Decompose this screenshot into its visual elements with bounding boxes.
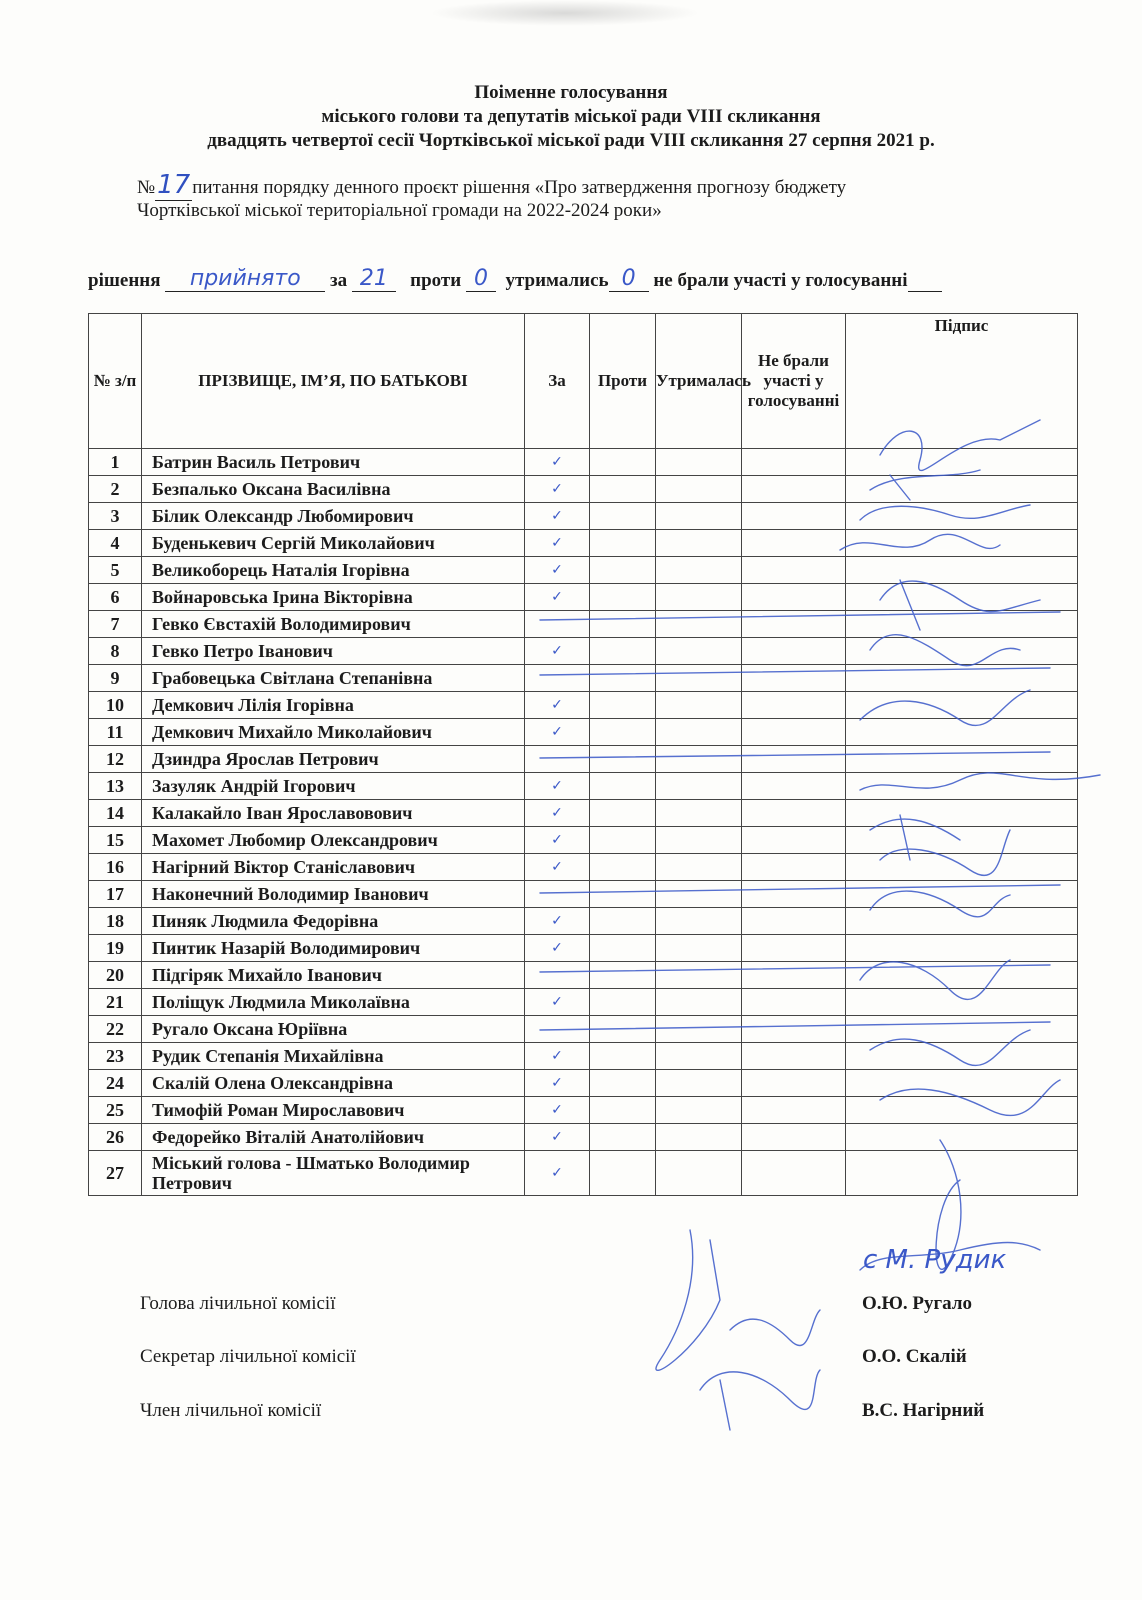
vote-for-mark: ✓ bbox=[525, 1151, 590, 1196]
vote-for-mark: ✓ bbox=[525, 773, 590, 800]
vote-against-cell bbox=[590, 1016, 656, 1043]
table-row bbox=[89, 692, 1078, 719]
vote-against-cell bbox=[590, 773, 656, 800]
signature-cell bbox=[846, 989, 1078, 1016]
signature-cell bbox=[846, 665, 1078, 692]
no-vote-value bbox=[908, 291, 942, 292]
signature-cell bbox=[846, 611, 1078, 638]
signature-cell bbox=[846, 1070, 1078, 1097]
vote-for-mark bbox=[525, 665, 590, 692]
footer-signature bbox=[700, 1370, 820, 1430]
vote-for-mark: ✓ bbox=[525, 719, 590, 746]
vote-novote-cell bbox=[742, 881, 846, 908]
table-row bbox=[89, 1043, 1078, 1070]
row-number: 19 bbox=[89, 935, 142, 962]
vote-against-cell bbox=[590, 1151, 656, 1196]
vote-against-cell bbox=[590, 908, 656, 935]
vote-against-cell bbox=[590, 827, 656, 854]
vote-abstain-cell bbox=[656, 665, 742, 692]
vote-against-cell bbox=[590, 1124, 656, 1151]
vote-for-mark: ✓ bbox=[525, 584, 590, 611]
question-number: 17 bbox=[157, 170, 191, 200]
row-number: 21 bbox=[89, 989, 142, 1016]
vote-against-cell bbox=[590, 800, 656, 827]
signature-cell bbox=[846, 1043, 1078, 1070]
member-name: Нагірний Віктор Станіславович bbox=[142, 854, 525, 881]
table-row bbox=[89, 1070, 1078, 1097]
session-line: двадцять четвертої сесії Чортківської міської ради VIII скликання 27 серпня 2021 р. bbox=[207, 130, 935, 151]
vote-against-cell bbox=[590, 854, 656, 881]
question-text-line2: Чортківської міської територіальної громади на 2022-2024 роки» bbox=[137, 200, 662, 221]
row-number: 27 bbox=[89, 1151, 142, 1196]
row-number: 15 bbox=[89, 827, 142, 854]
footer-signature bbox=[860, 1243, 1040, 1271]
vote-novote-cell bbox=[742, 1124, 846, 1151]
vote-against-cell bbox=[590, 530, 656, 557]
vote-novote-cell bbox=[742, 1070, 846, 1097]
vote-for-mark: ✓ bbox=[525, 530, 590, 557]
vote-abstain-cell bbox=[656, 557, 742, 584]
table-row bbox=[89, 1016, 1078, 1043]
signature-cell bbox=[846, 1097, 1078, 1124]
table-row bbox=[89, 638, 1078, 665]
row-number: 26 bbox=[89, 1124, 142, 1151]
col-for-header: За bbox=[525, 314, 590, 449]
vote-for-mark: ✓ bbox=[525, 989, 590, 1016]
vote-against-cell bbox=[590, 719, 656, 746]
vote-abstain-cell bbox=[656, 962, 742, 989]
member-name: Безпалько Оксана Василівна bbox=[142, 476, 525, 503]
signature-cell bbox=[846, 719, 1078, 746]
signature-cell bbox=[846, 1016, 1078, 1043]
vote-novote-cell bbox=[742, 1097, 846, 1124]
member-name: Рудик Степанія Михайлівна bbox=[142, 1043, 525, 1070]
table-row bbox=[89, 989, 1078, 1016]
table-row bbox=[89, 665, 1078, 692]
member-name: Ругало Оксана Юріївна bbox=[142, 1016, 525, 1043]
row-number: 20 bbox=[89, 962, 142, 989]
member-name: Білик Олександр Любомирович bbox=[142, 503, 525, 530]
vote-for-mark: ✓ bbox=[525, 827, 590, 854]
member-name: Дзиндра Ярослав Петрович bbox=[142, 746, 525, 773]
row-number: 1 bbox=[89, 449, 142, 476]
vote-for-mark bbox=[525, 881, 590, 908]
col-abstain-header: Утрималась bbox=[656, 314, 742, 449]
table-row bbox=[89, 800, 1078, 827]
vote-abstain-cell bbox=[656, 719, 742, 746]
row-number: 17 bbox=[89, 881, 142, 908]
vote-novote-cell bbox=[742, 773, 846, 800]
vote-novote-cell bbox=[742, 503, 846, 530]
document-title: Поіменне голосування bbox=[474, 82, 668, 103]
signature-cell bbox=[846, 530, 1078, 557]
vote-for-mark: ✓ bbox=[525, 692, 590, 719]
vote-against-cell bbox=[590, 638, 656, 665]
vote-abstain-cell bbox=[656, 773, 742, 800]
table-row bbox=[89, 854, 1078, 881]
table-row bbox=[89, 611, 1078, 638]
signature-cell bbox=[846, 935, 1078, 962]
row-number: 14 bbox=[89, 800, 142, 827]
row-number: 2 bbox=[89, 476, 142, 503]
table-row bbox=[89, 935, 1078, 962]
signature-cell bbox=[846, 773, 1078, 800]
col-novote-header: Не брали участі у голосуванні bbox=[742, 314, 846, 449]
vote-for-mark: ✓ bbox=[525, 1043, 590, 1070]
vote-result bbox=[88, 266, 942, 292]
table-row bbox=[89, 962, 1078, 989]
member-name: Демкович Михайло Миколайович bbox=[142, 719, 525, 746]
vote-novote-cell bbox=[742, 449, 846, 476]
against-value: 0 bbox=[466, 266, 496, 292]
vote-against-cell bbox=[590, 692, 656, 719]
vote-for-mark: ✓ bbox=[525, 638, 590, 665]
vote-novote-cell bbox=[742, 719, 846, 746]
decision-value: прийнято bbox=[165, 266, 325, 292]
col-name-header: ПРІЗВИЩЕ, ІМ’Я, ПО БАТЬКОВІ bbox=[142, 314, 525, 449]
table-row bbox=[89, 881, 1078, 908]
vote-for-mark: ✓ bbox=[525, 854, 590, 881]
vote-abstain-cell bbox=[656, 692, 742, 719]
vote-against-cell bbox=[590, 962, 656, 989]
vote-for-mark bbox=[525, 611, 590, 638]
row-number: 6 bbox=[89, 584, 142, 611]
chair-label: Голова лічильної комісії bbox=[140, 1293, 336, 1314]
signature-cell bbox=[846, 584, 1078, 611]
vote-novote-cell bbox=[742, 692, 846, 719]
signature-cell bbox=[846, 503, 1078, 530]
member-name: В.С. Нагірний bbox=[862, 1400, 985, 1421]
table-row bbox=[89, 773, 1078, 800]
member-label: Член лічильної комісії bbox=[140, 1400, 322, 1421]
vote-abstain-cell bbox=[656, 611, 742, 638]
vote-novote-cell bbox=[742, 1043, 846, 1070]
vote-novote-cell bbox=[742, 584, 846, 611]
vote-abstain-cell bbox=[656, 1097, 742, 1124]
row-number: 11 bbox=[89, 719, 142, 746]
vote-for-mark: ✓ bbox=[525, 1097, 590, 1124]
vote-novote-cell bbox=[742, 665, 846, 692]
table-row bbox=[89, 1097, 1078, 1124]
vote-for-mark: ✓ bbox=[525, 935, 590, 962]
table-row bbox=[89, 476, 1078, 503]
vote-novote-cell bbox=[742, 1151, 846, 1196]
member-name: Демкович Лілія Ігорівна bbox=[142, 692, 525, 719]
vote-abstain-cell bbox=[656, 1124, 742, 1151]
vote-abstain-cell bbox=[656, 584, 742, 611]
signature-cell bbox=[846, 908, 1078, 935]
member-name: Зазуляк Андрій Ігорович bbox=[142, 773, 525, 800]
vote-novote-cell bbox=[742, 476, 846, 503]
signature-cell bbox=[846, 638, 1078, 665]
for-value: 21 bbox=[352, 266, 396, 292]
table-row bbox=[89, 503, 1078, 530]
col-against-header: Проти bbox=[590, 314, 656, 449]
member-name: Гевко Євстахій Володимирович bbox=[142, 611, 525, 638]
row-number: 24 bbox=[89, 1070, 142, 1097]
footer-signature bbox=[656, 1230, 720, 1370]
secretary-label: Секретар лічильної комісії bbox=[140, 1346, 356, 1367]
vote-abstain-cell bbox=[656, 530, 742, 557]
signature-cell bbox=[846, 854, 1078, 881]
table-row bbox=[89, 746, 1078, 773]
member-name: Гевко Петро Іванович bbox=[142, 638, 525, 665]
vote-novote-cell bbox=[742, 908, 846, 935]
member-name: Батрин Василь Петрович bbox=[142, 449, 525, 476]
table-row bbox=[89, 584, 1078, 611]
vote-abstain-cell bbox=[656, 746, 742, 773]
row-number: 10 bbox=[89, 692, 142, 719]
table-row bbox=[89, 827, 1078, 854]
table-row bbox=[89, 449, 1078, 476]
signature-cell bbox=[846, 827, 1078, 854]
col-signature-header: Підпис bbox=[846, 314, 1078, 449]
vote-against-cell bbox=[590, 746, 656, 773]
vote-against-cell bbox=[590, 611, 656, 638]
member-name: Грабовецька Світлана Степанівна bbox=[142, 665, 525, 692]
for-label: за bbox=[330, 270, 348, 291]
vote-novote-cell bbox=[742, 800, 846, 827]
vote-novote-cell bbox=[742, 530, 846, 557]
vote-against-cell bbox=[590, 584, 656, 611]
table-row bbox=[89, 1124, 1078, 1151]
table-row bbox=[89, 1151, 1078, 1196]
signature-cell bbox=[846, 800, 1078, 827]
vote-for-mark: ✓ bbox=[525, 476, 590, 503]
vote-novote-cell bbox=[742, 962, 846, 989]
signature-cell bbox=[846, 746, 1078, 773]
member-name: Поліщук Людмила Миколаївна bbox=[142, 989, 525, 1016]
member-name: Скалій Олена Олександрівна bbox=[142, 1070, 525, 1097]
vote-abstain-cell bbox=[656, 827, 742, 854]
vote-abstain-cell bbox=[656, 908, 742, 935]
vote-abstain-cell bbox=[656, 1151, 742, 1196]
vote-abstain-cell bbox=[656, 854, 742, 881]
decision-label: рішення bbox=[88, 270, 161, 291]
vote-against-cell bbox=[590, 989, 656, 1016]
vote-table bbox=[88, 313, 1078, 1196]
vote-against-cell bbox=[590, 1097, 656, 1124]
vote-for-mark: ✓ bbox=[525, 800, 590, 827]
table-row bbox=[89, 908, 1078, 935]
vote-for-mark: ✓ bbox=[525, 1124, 590, 1151]
vote-for-mark bbox=[525, 1016, 590, 1043]
vote-novote-cell bbox=[742, 989, 846, 1016]
vote-novote-cell bbox=[742, 611, 846, 638]
vote-abstain-cell bbox=[656, 1070, 742, 1097]
signature-cell bbox=[846, 692, 1078, 719]
footer-signature bbox=[730, 1310, 820, 1346]
member-name: Підгіряк Михайло Іванович bbox=[142, 962, 525, 989]
member-name: Наконечний Володимир Іванович bbox=[142, 881, 525, 908]
signature-cell bbox=[846, 881, 1078, 908]
vote-for-mark: ✓ bbox=[525, 908, 590, 935]
no-vote-label: не брали участі у голосуванні bbox=[653, 270, 908, 291]
member-name: Міський голова - Шматько Володимир Петрович bbox=[142, 1151, 525, 1196]
vote-novote-cell bbox=[742, 557, 846, 584]
agenda-question bbox=[137, 170, 1062, 200]
question-text-line1: питання порядку денного проєкт рішення «Про затвердження прогнозу бюджету bbox=[192, 177, 847, 198]
chair-name: О.Ю. Ругало bbox=[862, 1293, 972, 1314]
vote-novote-cell bbox=[742, 1016, 846, 1043]
handwritten-note: с М. Рудик bbox=[863, 1245, 1007, 1275]
signature-cell bbox=[846, 449, 1078, 476]
vote-against-cell bbox=[590, 1070, 656, 1097]
vote-against-cell bbox=[590, 476, 656, 503]
vote-abstain-cell bbox=[656, 1043, 742, 1070]
member-name: Буденькевич Сергій Миколайович bbox=[142, 530, 525, 557]
vote-for-mark: ✓ bbox=[525, 1070, 590, 1097]
row-number: 16 bbox=[89, 854, 142, 881]
secretary-name: О.О. Скалій bbox=[862, 1346, 967, 1367]
vote-abstain-cell bbox=[656, 638, 742, 665]
vote-for-mark: ✓ bbox=[525, 557, 590, 584]
row-number: 5 bbox=[89, 557, 142, 584]
vote-abstain-cell bbox=[656, 503, 742, 530]
vote-novote-cell bbox=[742, 746, 846, 773]
member-name: Махомет Любомир Олександрович bbox=[142, 827, 525, 854]
member-name: Калакайло Іван Ярославовович bbox=[142, 800, 525, 827]
vote-novote-cell bbox=[742, 638, 846, 665]
member-name: Федорейко Віталій Анатолійович bbox=[142, 1124, 525, 1151]
row-number: 18 bbox=[89, 908, 142, 935]
signature-cell bbox=[846, 557, 1078, 584]
table-row bbox=[89, 530, 1078, 557]
vote-for-mark bbox=[525, 962, 590, 989]
row-number: 3 bbox=[89, 503, 142, 530]
member-name: Великоборець Наталія Ігорівна bbox=[142, 557, 525, 584]
row-number: 7 bbox=[89, 611, 142, 638]
signature-cell bbox=[846, 962, 1078, 989]
vote-for-mark: ✓ bbox=[525, 449, 590, 476]
table-header-row bbox=[89, 314, 1078, 449]
vote-abstain-cell bbox=[656, 476, 742, 503]
row-number: 23 bbox=[89, 1043, 142, 1070]
vote-for-mark bbox=[525, 746, 590, 773]
vote-novote-cell bbox=[742, 827, 846, 854]
member-name: Пинтик Назарій Володимирович bbox=[142, 935, 525, 962]
vote-abstain-cell bbox=[656, 989, 742, 1016]
abstain-value: 0 bbox=[609, 266, 649, 292]
question-prefix: № bbox=[137, 177, 156, 198]
document-subtitle: міського голови та депутатів міської ради VIII скликання bbox=[321, 106, 821, 127]
vote-abstain-cell bbox=[656, 881, 742, 908]
vote-for-mark: ✓ bbox=[525, 503, 590, 530]
member-name: Пиняк Людмила Федорівна bbox=[142, 908, 525, 935]
vote-against-cell bbox=[590, 665, 656, 692]
vote-against-cell bbox=[590, 449, 656, 476]
table-row bbox=[89, 557, 1078, 584]
abstain-label: утримались bbox=[505, 270, 609, 291]
col-number-header: № з/п bbox=[89, 314, 142, 449]
row-number: 9 bbox=[89, 665, 142, 692]
signature-cell bbox=[846, 476, 1078, 503]
member-name: Тимофій Роман Мирославович bbox=[142, 1097, 525, 1124]
vote-against-cell bbox=[590, 935, 656, 962]
signature-cell bbox=[846, 1124, 1078, 1151]
scan-smudge bbox=[430, 0, 700, 26]
vote-against-cell bbox=[590, 1043, 656, 1070]
table-row bbox=[89, 719, 1078, 746]
row-number: 8 bbox=[89, 638, 142, 665]
vote-against-cell bbox=[590, 881, 656, 908]
member-name: Войнаровська Ірина Вікторівна bbox=[142, 584, 525, 611]
row-number: 12 bbox=[89, 746, 142, 773]
against-label: проти bbox=[410, 270, 462, 291]
vote-against-cell bbox=[590, 503, 656, 530]
signature-cell bbox=[846, 1151, 1078, 1196]
vote-novote-cell bbox=[742, 935, 846, 962]
row-number: 22 bbox=[89, 1016, 142, 1043]
vote-abstain-cell bbox=[656, 449, 742, 476]
vote-abstain-cell bbox=[656, 935, 742, 962]
vote-abstain-cell bbox=[656, 800, 742, 827]
vote-novote-cell bbox=[742, 854, 846, 881]
row-number: 4 bbox=[89, 530, 142, 557]
vote-abstain-cell bbox=[656, 1016, 742, 1043]
vote-against-cell bbox=[590, 557, 656, 584]
row-number: 13 bbox=[89, 773, 142, 800]
row-number: 25 bbox=[89, 1097, 142, 1124]
